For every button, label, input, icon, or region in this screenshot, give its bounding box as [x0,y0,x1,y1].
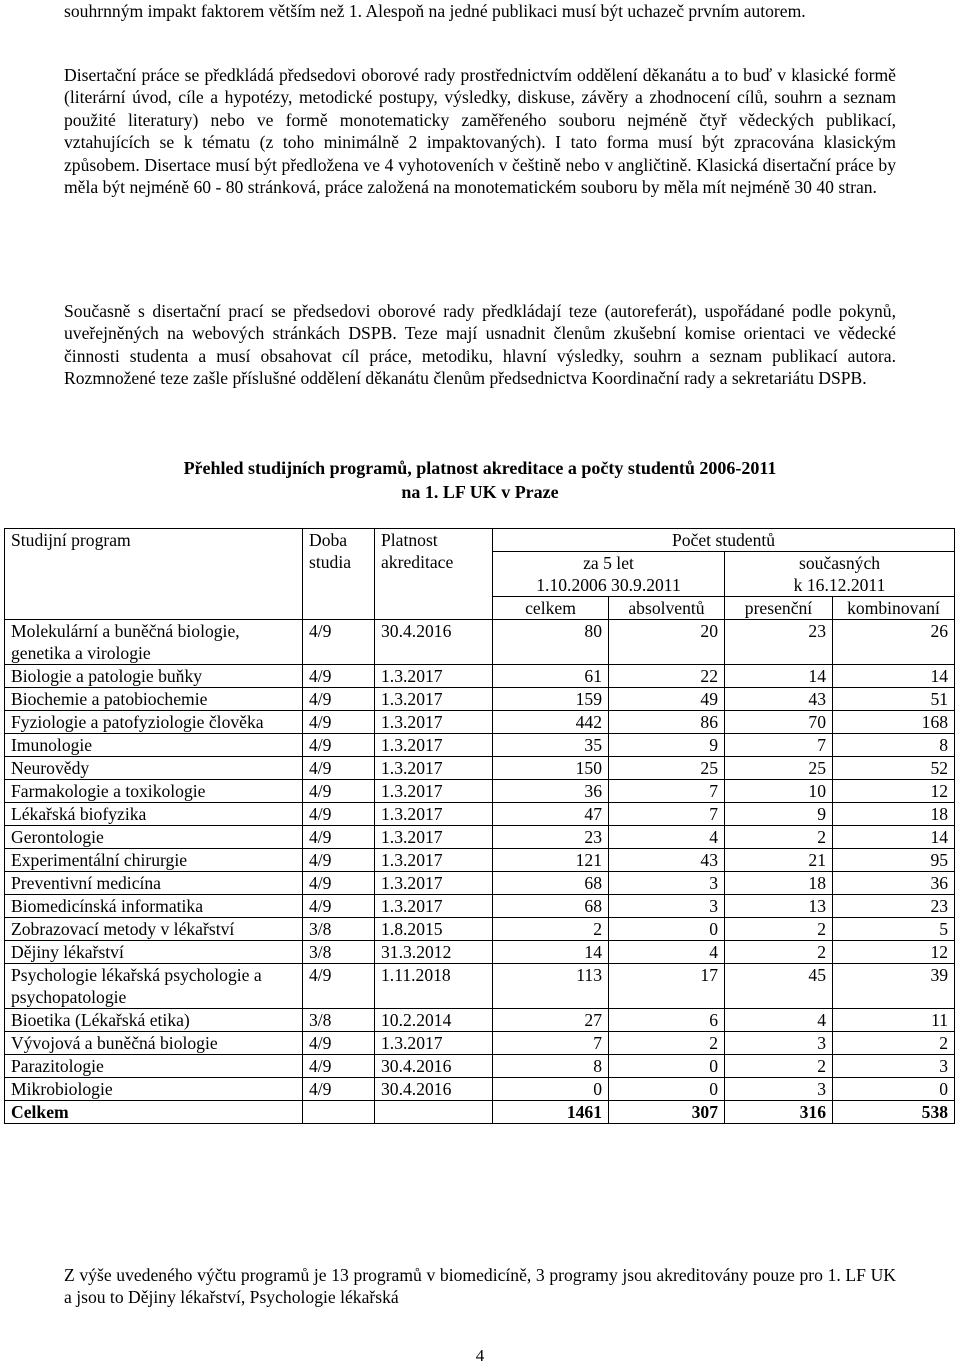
cell-absolventu: 0 [609,1078,725,1101]
cell-program: Parazitologie [5,1055,303,1078]
cell-celkem: 150 [493,757,609,780]
table-row [5,1055,955,1078]
cell-prezencni: 25 [725,757,833,780]
cell-celkem: 47 [493,803,609,826]
table-row [5,1032,955,1055]
cell-kombinovani: 18 [833,803,955,826]
cell-doba: 4/9 [303,849,375,872]
header-absolventu: absolventů [609,597,725,620]
table-row [5,711,955,734]
cell-kombinovani: 51 [833,688,955,711]
cell-program: Experimentální chirurgie [5,849,303,872]
table-row [5,1078,955,1101]
table-row [5,688,955,711]
header-za5let-label: za 5 let [583,553,634,573]
cell-platnost: 1.3.2017 [375,780,493,803]
cell-doba: 4/9 [303,780,375,803]
cell-celkem: 121 [493,849,609,872]
cell-platnost: 1.3.2017 [375,872,493,895]
cell-program: Preventivní medicína [5,872,303,895]
cell-kombinovani: 95 [833,849,955,872]
cell-doba: 4/9 [303,1032,375,1055]
cell-celkem: 442 [493,711,609,734]
header-platnost: Platnost akreditace [375,529,493,620]
cell-prezencni: 10 [725,780,833,803]
cell-absolventu: 7 [609,803,725,826]
cell-celkem: 14 [493,941,609,964]
table-row [5,964,955,1009]
paragraph-dissertation-submission [64,64,896,198]
cell-platnost: 1.3.2017 [375,895,493,918]
table-row [5,665,955,688]
header-za5let-range: 1.10.2006 30.9.2011 [536,575,681,595]
cell-absolventu: 7 [609,780,725,803]
cell-kombinovani: 14 [833,665,955,688]
table-row [5,780,955,803]
cell-doba: 4/9 [303,1078,375,1101]
cell-absolventu: 49 [609,688,725,711]
table-title [64,456,896,504]
cell-celkem: 68 [493,872,609,895]
table-row [5,872,955,895]
cell-absolventu: 3 [609,895,725,918]
cell-absolventu: 86 [609,711,725,734]
cell-celkem: 36 [493,780,609,803]
cell-program: Dějiny lékařství [5,941,303,964]
cell-platnost: 30.4.2016 [375,620,493,665]
cell-kombinovani: 11 [833,1009,955,1032]
cell-kombinovani: 36 [833,872,955,895]
cell-platnost: 1.3.2017 [375,849,493,872]
cell-platnost: 31.3.2012 [375,941,493,964]
cell-celkem: 8 [493,1055,609,1078]
cell-doba: 4/9 [303,964,375,1009]
cell-program: Mikrobiologie [5,1078,303,1101]
cell-kombinovani: 8 [833,734,955,757]
table-row [5,757,955,780]
cell-prezencni: 13 [725,895,833,918]
total-empty [303,1101,375,1124]
table-row [5,849,955,872]
cell-doba: 4/9 [303,895,375,918]
cell-absolventu: 4 [609,826,725,849]
cell-absolventu: 0 [609,1055,725,1078]
cell-kombinovani: 26 [833,620,955,665]
table-total-row [5,1101,955,1124]
cell-doba: 4/9 [303,688,375,711]
table-title-line-1: Přehled studijních programů, platnost akreditace a počty studentů 2006-2011 [183,458,777,478]
cell-doba: 4/9 [303,872,375,895]
cell-program: Gerontologie [5,826,303,849]
header-kombinovani: kombinovaní [833,597,955,620]
cell-absolventu: 20 [609,620,725,665]
cell-program: Biologie a patologie buňky [5,665,303,688]
cell-kombinovani: 12 [833,780,955,803]
table-row [5,620,955,665]
cell-celkem: 27 [493,1009,609,1032]
cell-kombinovani: 14 [833,826,955,849]
table-row [5,734,955,757]
cell-program: Molekulární a buněčná biologie, genetika a virologie [5,620,303,665]
cell-platnost: 1.11.2018 [375,964,493,1009]
cell-celkem: 0 [493,1078,609,1101]
cell-prezencni: 9 [725,803,833,826]
cell-doba: 4/9 [303,734,375,757]
header-row-1 [5,529,955,552]
cell-prezencni: 14 [725,665,833,688]
cell-prezencni: 2 [725,1055,833,1078]
study-programs-table [4,528,955,1124]
cell-prezencni: 2 [725,941,833,964]
header-soucasnych [725,552,955,597]
cell-prezencni: 45 [725,964,833,1009]
cell-prezencni: 2 [725,918,833,941]
cell-platnost: 1.3.2017 [375,711,493,734]
cell-absolventu: 22 [609,665,725,688]
cell-celkem: 159 [493,688,609,711]
table-row [5,918,955,941]
table-title-line-2: na 1. LF UK v Praze [401,482,559,502]
cell-prezencni: 23 [725,620,833,665]
total-celkem: 1461 [493,1101,609,1124]
cell-kombinovani: 52 [833,757,955,780]
cell-prezencni: 4 [725,1009,833,1032]
cell-platnost: 1.3.2017 [375,734,493,757]
cell-platnost: 30.4.2016 [375,1078,493,1101]
cell-program: Fyziologie a patofyziologie člověka [5,711,303,734]
cell-platnost: 1.3.2017 [375,665,493,688]
cell-celkem: 113 [493,964,609,1009]
cell-prezencni: 3 [725,1078,833,1101]
paragraph-text: Současně s disertační prací se předsedovi oborové rady předkládají teze (autoreferát), uspořádané podle pokynů, uveřejněných na webových stránkách DSPB. Teze mají usnadnit členům zkušební komise orientaci ve vědecké činnosti studenta a musí obsahovat cíl práce, metodiku, hlavní výsledky, souhrn a seznam publikací autora. Rozmnožené teze zašle příslušné oddělení děkanátu členům předsednictva Koordinační rady a sekretariátu DSPB. [64,301,896,389]
cell-kombinovani: 2 [833,1032,955,1055]
cell-platnost: 1.3.2017 [375,803,493,826]
cell-platnost: 1.3.2017 [375,1032,493,1055]
cell-doba: 4/9 [303,757,375,780]
cell-absolventu: 25 [609,757,725,780]
header-soucasnych-label: současných [798,553,881,573]
cell-program: Bioetika (Lékařská etika) [5,1009,303,1032]
cell-absolventu: 3 [609,872,725,895]
cell-program: Biochemie a patobiochemie [5,688,303,711]
total-prezencni: 316 [725,1101,833,1124]
cell-absolventu: 6 [609,1009,725,1032]
table-row [5,941,955,964]
cell-prezencni: 43 [725,688,833,711]
cell-doba: 4/9 [303,665,375,688]
cell-program: Psychologie lékařská psychologie a psychopatologie [5,964,303,1009]
header-doba: Doba studia [303,529,375,620]
cell-absolventu: 2 [609,1032,725,1055]
cell-platnost: 10.2.2014 [375,1009,493,1032]
cell-doba: 4/9 [303,620,375,665]
table-row [5,895,955,918]
cell-kombinovani: 23 [833,895,955,918]
cell-absolventu: 4 [609,941,725,964]
cell-program: Biomedicínská informatika [5,895,303,918]
cell-doba: 3/8 [303,941,375,964]
cell-platnost: 1.3.2017 [375,757,493,780]
cell-program: Farmakologie a toxikologie [5,780,303,803]
total-empty [375,1101,493,1124]
table-row [5,1009,955,1032]
cell-kombinovani: 39 [833,964,955,1009]
header-za5let [493,552,725,597]
cell-doba: 3/8 [303,1009,375,1032]
cell-program: Imunologie [5,734,303,757]
header-soucasnych-date: k 16.12.2011 [793,575,886,595]
total-kombinovani: 538 [833,1101,955,1124]
cell-celkem: 23 [493,826,609,849]
cell-celkem: 2 [493,918,609,941]
cell-absolventu: 43 [609,849,725,872]
cell-celkem: 35 [493,734,609,757]
footer-paragraph: Z výše uvedeného výčtu programů je 13 programů v biomedicíně, 3 programy jsou akreditovány pouze pro 1. LF UK a jsou to Dějiny lékařství, Psychologie lékařská [64,1265,896,1308]
cell-prezencni: 2 [725,826,833,849]
cell-kombinovani: 12 [833,941,955,964]
cell-doba: 4/9 [303,826,375,849]
total-label: Celkem [5,1101,303,1124]
cell-doba: 4/9 [303,803,375,826]
cell-prezencni: 7 [725,734,833,757]
cell-doba: 4/9 [303,711,375,734]
cell-kombinovani: 0 [833,1078,955,1101]
paragraph-text: Disertační práce se předkládá předsedovi oborové rady prostřednictvím oddělení děkanátu a to buď v klasické formě (literární úvod, cíle a hypotézy, metodické postupy, výsledky, diskuse, závěry a zhodnocení cílů, souhrn a seznam použité literatury) nebo ve formě monotematicky zaměřeného souboru nejméně čtyř vědeckých publikací, vztahujících se k tématu (z toho minimálně 2 impaktovaných). I tato forma musí být zpracována klasickým způsobem. Disertace musí být předložena ve 4 vyhotoveních v češtině nebo v angličtině. Klasická disertační práce by měla být nejméně 60 - 80 stránková, práce založená na monotematickém souboru by měla mít nejméně 30 40 stran. [64,65,896,198]
cell-platnost: 1.3.2017 [375,826,493,849]
cell-absolventu: 9 [609,734,725,757]
cell-platnost: 30.4.2016 [375,1055,493,1078]
cell-kombinovani: 3 [833,1055,955,1078]
cell-absolventu: 0 [609,918,725,941]
paragraph-text: souhrnným impakt faktorem větším než 1. Alespoň na jedné publikaci musí být uchazeč prvním autorem. [64,1,806,21]
cell-program: Zobrazovací metody v lékařství [5,918,303,941]
cell-celkem: 7 [493,1032,609,1055]
cell-celkem: 61 [493,665,609,688]
cell-program: Lékařská biofyzika [5,803,303,826]
cell-absolventu: 17 [609,964,725,1009]
table-row [5,826,955,849]
table-row [5,803,955,826]
cell-prezencni: 21 [725,849,833,872]
header-program: Studijní program [5,529,303,620]
cell-celkem: 68 [493,895,609,918]
cell-doba: 3/8 [303,918,375,941]
cell-platnost: 1.3.2017 [375,688,493,711]
page-number: 4 [475,1346,485,1365]
header-prezencni: presenční [725,597,833,620]
cell-program: Neurovědy [5,757,303,780]
cell-kombinovani: 168 [833,711,955,734]
paragraph-publication-requirement [64,0,896,22]
header-celkem: celkem [493,597,609,620]
cell-doba: 4/9 [303,1055,375,1078]
total-absolventu: 307 [609,1101,725,1124]
header-pocet: Počet studentů [493,529,955,552]
cell-prezencni: 18 [725,872,833,895]
cell-celkem: 80 [493,620,609,665]
cell-kombinovani: 5 [833,918,955,941]
cell-prezencni: 3 [725,1032,833,1055]
cell-prezencni: 70 [725,711,833,734]
paragraph-theses-submission [64,300,896,390]
cell-program: Vývojová a buněčná biologie [5,1032,303,1055]
cell-platnost: 1.8.2015 [375,918,493,941]
